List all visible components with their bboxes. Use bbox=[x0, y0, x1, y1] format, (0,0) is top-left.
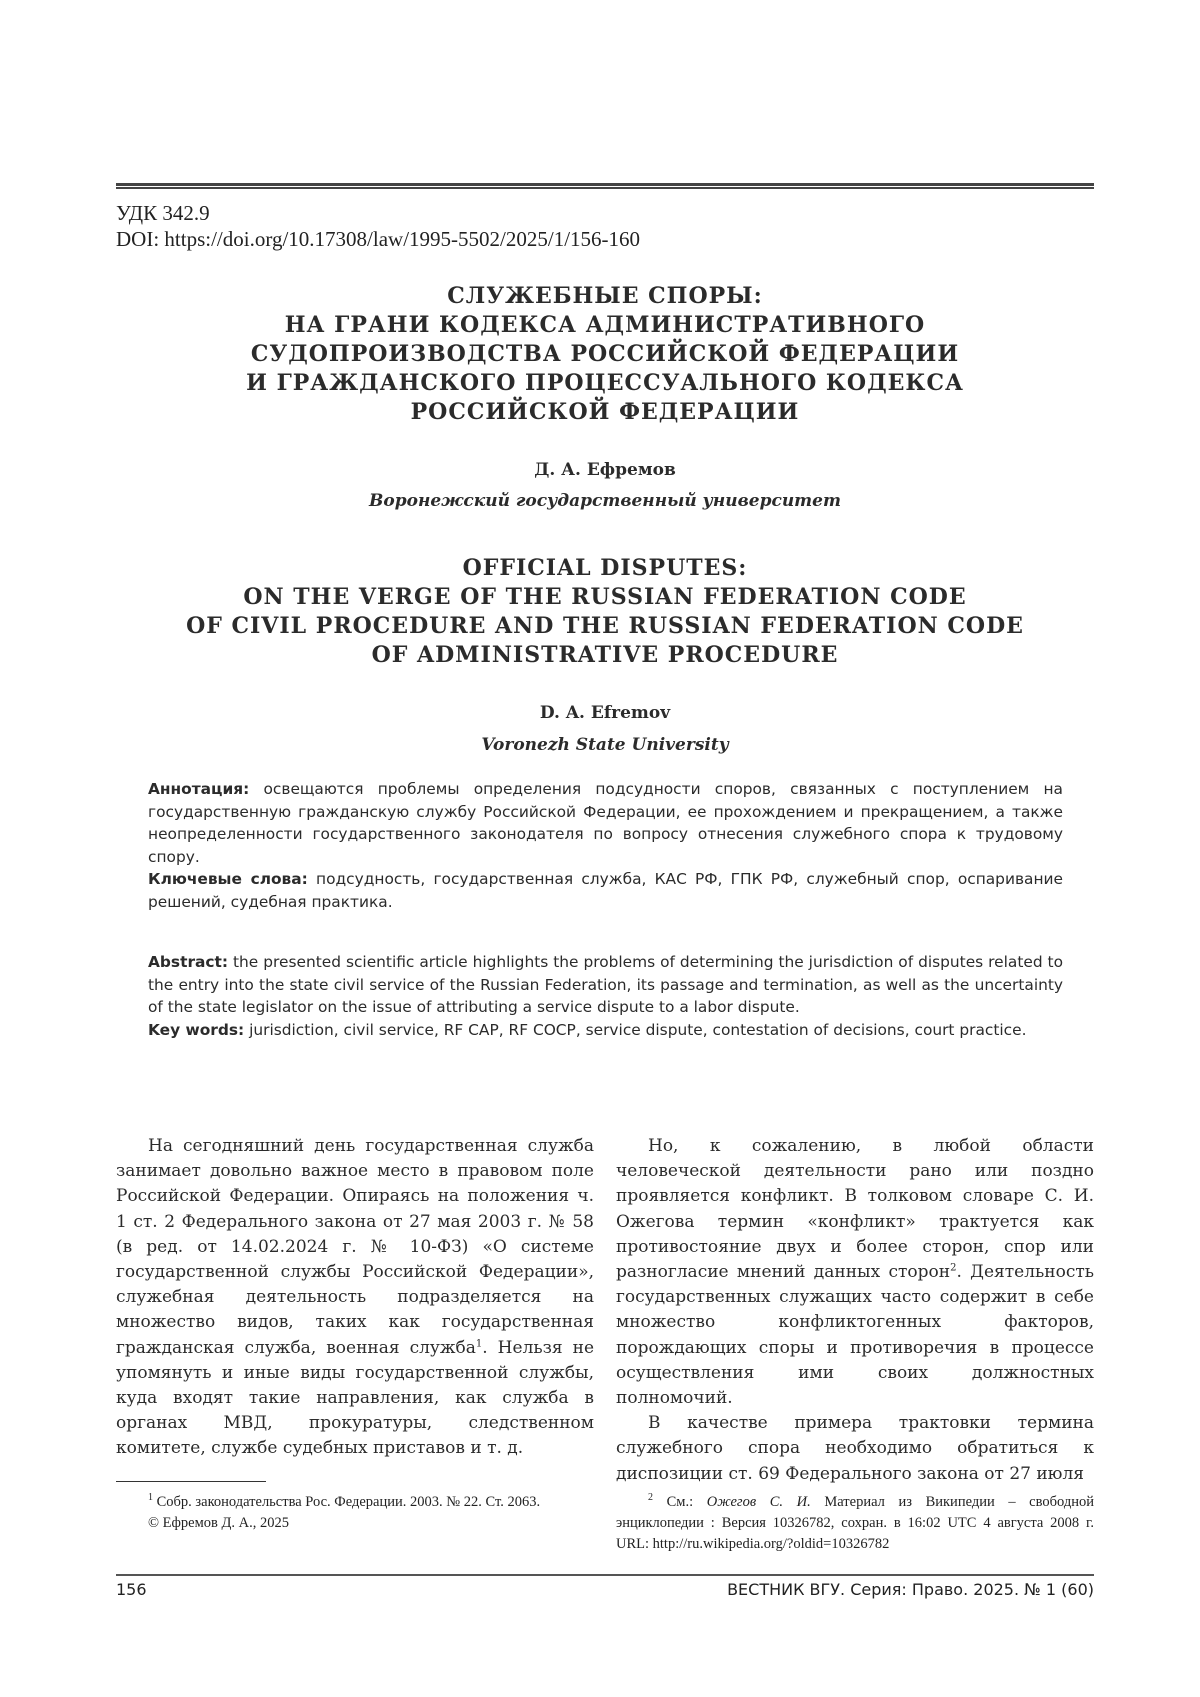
footnote-number: 2 bbox=[648, 1492, 653, 1504]
title-ru-line: НА ГРАНИ КОДЕКСА АДМИНИСТРАТИВНОГО bbox=[284, 312, 926, 338]
footnote-author: Ожегов С. И. bbox=[706, 1494, 811, 1510]
footnote-rule bbox=[116, 1481, 266, 1482]
footnote-ref[interactable]: 2 bbox=[950, 1262, 957, 1274]
footnote-1 bbox=[116, 1492, 594, 1513]
body-text: . Деятельность государственных служащих часто содержит в себе множество конфликтогенных факторов, порождающих споры и противоречия в процессе осуществления ими своих должностных полномочий. bbox=[616, 1262, 1094, 1409]
title-ru-line: СУДОПРОИЗВОДСТВА РОССИЙСКОЙ ФЕДЕРАЦИИ bbox=[250, 341, 960, 367]
footnotes-right bbox=[616, 1492, 1094, 1555]
footnote-text[interactable]: Материал из Википедии – свободной энциклопедии : Версия 10326782, сохран. в 16:02 UTC 4 августа 2008 г. URL: http://ru.wikipedia.org/?oldid=10326782 bbox=[616, 1494, 1094, 1552]
title-english bbox=[116, 554, 1094, 670]
footnote-number: 1 bbox=[148, 1492, 153, 1504]
keywords-ru-text: подсудность, государственная служба, КАС РФ, ГПК РФ, служебный спор, оспаривание решений, судебная практика. bbox=[148, 870, 1063, 911]
footnotes-left bbox=[116, 1492, 594, 1534]
footnote-text: См.: bbox=[653, 1494, 707, 1510]
footnote-text: Собр. законодательства Рос. Федерации. 2003. № 22. Ст. 2063. bbox=[153, 1494, 541, 1510]
body-column-right bbox=[616, 1134, 1094, 1487]
footnote-ref[interactable]: 1 bbox=[475, 1337, 483, 1349]
body-paragraph bbox=[116, 1134, 594, 1462]
title-en-line: OF ADMINISTRATIVE PROCEDURE bbox=[371, 642, 839, 668]
title-en-line: ON THE VERGE OF THE RUSSIAN FEDERATION CODE bbox=[243, 584, 967, 610]
footer-rule bbox=[116, 1574, 1094, 1576]
copyright: © Ефремов Д. А., 2025 bbox=[148, 1515, 289, 1531]
title-ru-line: СЛУЖЕБНЫЕ СПОРЫ: bbox=[447, 283, 763, 309]
abstract-english bbox=[148, 951, 1063, 1041]
abstract-en-text: the presented scientific article highlights the problems of determining the jurisdiction of disputes related to the entry into the state civil service of the Russian Federation, its passage and termination, as well as the uncertainty of the state legislator on the issue of attributing a service dispute to a labor dispute. bbox=[148, 953, 1063, 1016]
title-ru-line: И ГРАЖДАНСКОГО ПРОЦЕССУАЛЬНОГО КОДЕКСА bbox=[246, 370, 964, 396]
abstract-ru-text: освещаются проблемы определения подсудности споров, связанных с поступлением на государственную гражданскую службу Российской Федерации, ее прохождением и прекращением, а также неопределенности государственного законодателя по вопросу отнесения служебного спора к трудовому спору. bbox=[148, 780, 1063, 866]
journal-name: ВЕСТНИК ВГУ. Серия: Право. 2025. № 1 (60) bbox=[727, 1580, 1094, 1599]
keywords-en-text: jurisdiction, civil service, RF CAP, RF COCP, service dispute, contestation of decisions, court practice. bbox=[244, 1020, 1027, 1039]
body-text: . Нельзя не упомянуть и иные виды государственной службы, куда входят такие направления, как служба в органах МВД, прокуратуры, следственном комитете, службе судебных приставов и т. д. bbox=[116, 1337, 594, 1459]
affiliation-ru: Воронежский государственный университет bbox=[369, 491, 841, 511]
body-paragraph bbox=[616, 1134, 1094, 1411]
title-en-line: OF CIVIL PROCEDURE AND THE RUSSIAN FEDERATION CODE bbox=[186, 613, 1024, 639]
author-ru: Д. А. Ефремов bbox=[534, 460, 676, 480]
body-text: На сегодняшний день государственная служба занимает довольно важное место в правовом поле Российской Федерации. Опираясь на положения ч. 1 ст. 2 Федерального закона от 27 мая 2003 г. № 58 (в ред. от 14.02.2024 г. № 10-ФЗ) «О системе государственной службы Российской Федерации», служебная деятельность подразделяется на множество видов, таких как государственная гражданская служба, военная служба bbox=[116, 1136, 594, 1358]
affiliation-en: Voronezh State University bbox=[481, 735, 729, 755]
udk-code: УДК 342.9 bbox=[116, 201, 210, 225]
title-russian bbox=[116, 282, 1094, 427]
body-text: Но, к сожалению, в любой области человеческой деятельности рано или поздно проявляется конфликт. В толковом словаре С. И. Ожегова термин «конфликт» трактуется как противостояние двух и более сторон, спор или разногласие мнений данных сторон bbox=[616, 1136, 1094, 1283]
keywords-ru-label: Ключевые слова: bbox=[148, 870, 308, 888]
author-en: D. A. Efremov bbox=[539, 703, 671, 723]
abstract-en-label: Abstract: bbox=[148, 953, 229, 971]
body-column-left bbox=[116, 1134, 594, 1462]
header-rule bbox=[116, 183, 1094, 189]
footnote-2 bbox=[616, 1492, 1094, 1555]
abstract-ru-label: Аннотация: bbox=[148, 780, 250, 798]
keywords-en-label: Key words: bbox=[148, 1020, 245, 1039]
abstract-russian bbox=[148, 778, 1063, 913]
body-paragraph: В качестве примера трактовки термина служебного спора необходимо обратиться к диспозиции ст. 69 Федерального закона от 27 июля bbox=[616, 1413, 1094, 1484]
title-en-line: OFFICIAL DISPUTES: bbox=[462, 555, 748, 581]
page-number: 156 bbox=[116, 1580, 147, 1599]
title-ru-line: РОССИЙСКОЙ ФЕДЕРАЦИИ bbox=[410, 399, 800, 425]
doi-link[interactable]: DOI: https://doi.org/10.17308/law/1995-5502/2025/1/156-160 bbox=[116, 227, 641, 251]
